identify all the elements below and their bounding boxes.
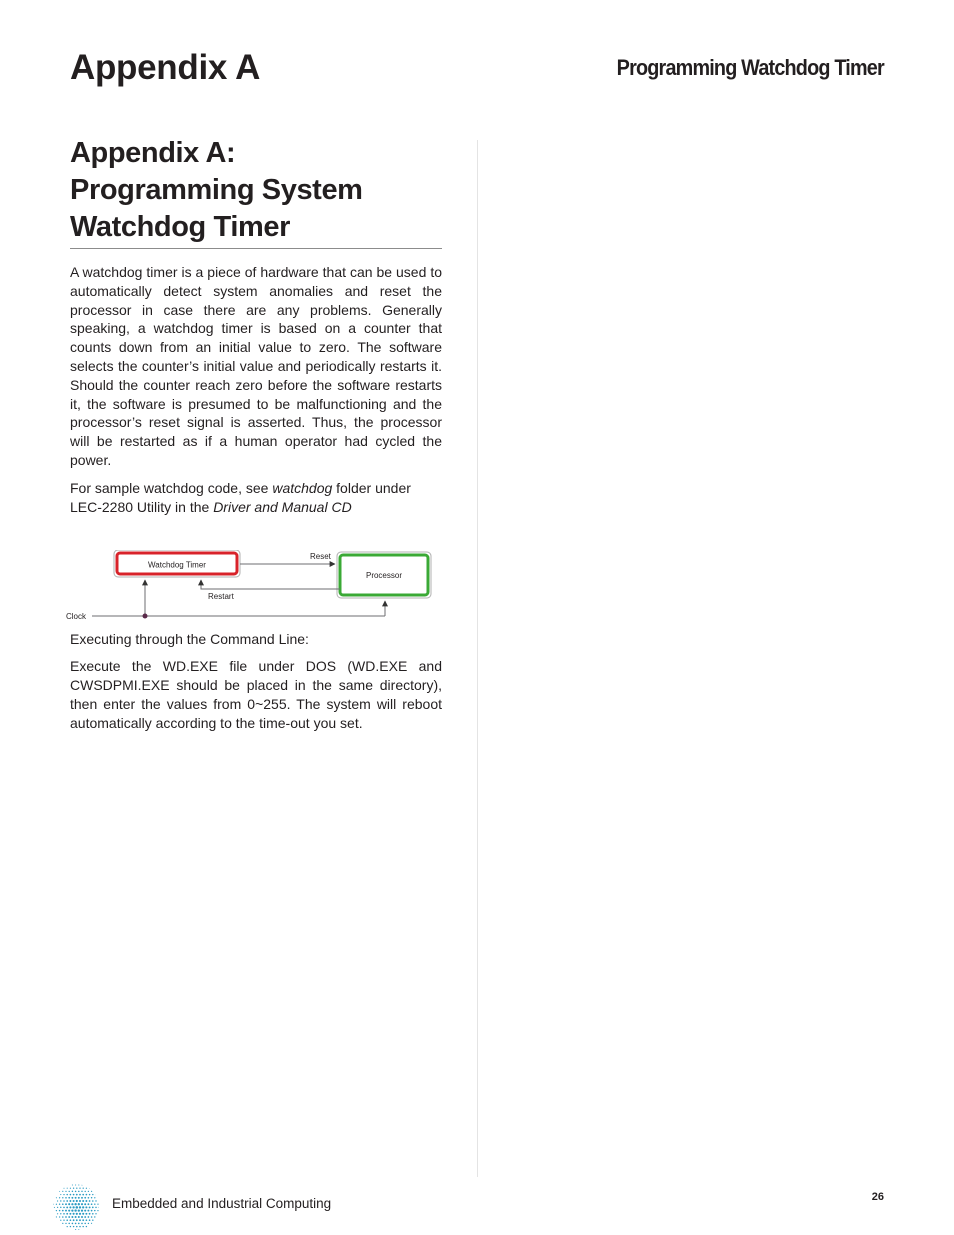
logo-dot (97, 1210, 98, 1211)
clock-label: Clock (66, 612, 87, 622)
clock-junction-dot (143, 614, 148, 619)
logo-dot (62, 1197, 63, 1198)
logo-dot (94, 1210, 95, 1211)
watchdog-diagram (66, 550, 438, 630)
logo-dot (78, 1203, 80, 1205)
logo-dot (92, 1194, 93, 1195)
execute-paragraph: Execute the WD.EXE file under DOS (WD.EXE and CWSDPMI.EXE should be placed in the same directory), then enter the values from 0~255. The system will reboot automatically according to the time-out you set. (70, 658, 442, 731)
processor-label: Processor (365, 571, 403, 581)
logo-dot (69, 1200, 71, 1202)
globe-dots-logo-icon (48, 1183, 104, 1231)
logo-dot (81, 1210, 83, 1212)
logo-dot (76, 1219, 78, 1221)
logo-dot (89, 1206, 91, 1208)
left-column (66, 135, 442, 732)
logo-dot (63, 1188, 64, 1189)
footer-text: Embedded and Industrial Computing (112, 1196, 332, 1211)
logo-dot (75, 1197, 77, 1199)
logo-dot (62, 1223, 63, 1224)
logo-dot (95, 1207, 97, 1209)
section-title-line-3: Watchdog Timer (70, 211, 290, 243)
logo-dot (88, 1197, 90, 1199)
page-header-title: Appendix A (70, 48, 261, 87)
logo-dot (73, 1213, 75, 1215)
logo-dot (84, 1191, 85, 1192)
logo-dot (95, 1213, 96, 1214)
logo-dot (75, 1223, 77, 1225)
logo-dot (79, 1200, 81, 1202)
logo-dot (66, 1206, 68, 1208)
logo-dot (68, 1216, 70, 1218)
logo-dot (65, 1223, 66, 1224)
logo-dot (76, 1206, 79, 1209)
logo-dot (56, 1197, 57, 1198)
sample-folder-name: watchdog (272, 479, 333, 496)
logo-dot (57, 1200, 58, 1201)
section-title (70, 135, 442, 249)
logo-dot (82, 1219, 84, 1221)
logo-dot (89, 1200, 91, 1202)
sample-prefix: For sample watchdog code, see (70, 479, 273, 496)
logo-dot (68, 1223, 70, 1225)
logo-dot (59, 1210, 60, 1211)
logo-dot (66, 1194, 67, 1195)
logo-dot (73, 1200, 75, 1202)
logo-dot (56, 1210, 57, 1211)
section-header: Programming Watchdog Timer (616, 55, 884, 80)
logo-dot (79, 1219, 81, 1221)
logo-dot (60, 1200, 61, 1201)
logo-dot (63, 1200, 65, 1202)
logo-dot (57, 1207, 58, 1208)
logo-dot (62, 1210, 64, 1212)
logo-dot (69, 1191, 70, 1192)
section-title-line-2: Programming System (70, 174, 363, 206)
logo-dot (86, 1219, 88, 1221)
logo-dot (76, 1194, 78, 1196)
logo-dot (95, 1194, 96, 1195)
column-divider (477, 140, 478, 1177)
logo-dot (76, 1213, 78, 1215)
logo-dot (79, 1194, 81, 1196)
logo-dot (86, 1194, 88, 1196)
logo-dot (56, 1204, 57, 1205)
logo-dot (91, 1203, 93, 1205)
logo-dot (81, 1216, 83, 1218)
logo-dot (82, 1226, 83, 1227)
logo-dot (70, 1219, 72, 1221)
logo-dot (63, 1194, 64, 1195)
logo-dot (59, 1203, 60, 1204)
logo-dot (97, 1204, 98, 1205)
logo-dot (89, 1213, 91, 1215)
logo-dot (81, 1191, 82, 1192)
logo-dot (88, 1216, 90, 1218)
logo-dot (82, 1194, 84, 1196)
logo-dot (65, 1203, 67, 1205)
logo-dot (92, 1213, 94, 1215)
logo-dot (84, 1216, 86, 1218)
logo-dot (78, 1216, 80, 1218)
logo-dot (60, 1194, 61, 1195)
restart-label: Restart (208, 592, 234, 602)
logo-dot (89, 1219, 91, 1221)
logo-dot (81, 1197, 83, 1199)
logo-dot (71, 1203, 73, 1205)
logo-dot (63, 1207, 65, 1209)
logo-dot (73, 1194, 75, 1196)
logo-dot (76, 1188, 77, 1189)
logo-dot (78, 1191, 80, 1193)
watchdog-timer-label: Watchdog Timer (148, 560, 206, 570)
logo-dot (68, 1210, 70, 1212)
logo-dot (84, 1203, 86, 1205)
logo-dot (73, 1188, 74, 1189)
logo-dot (68, 1203, 70, 1205)
logo-dot (59, 1197, 60, 1198)
logo-dot (72, 1184, 73, 1185)
logo-dot (72, 1206, 74, 1208)
logo-dot (76, 1226, 77, 1227)
logo-dot (83, 1188, 84, 1189)
logo-dot (75, 1184, 76, 1185)
logo-dot (54, 1207, 55, 1208)
logo-dot (69, 1206, 71, 1208)
logo-dot (74, 1203, 76, 1205)
command-line-heading: Executing through the Command Line: (70, 631, 309, 648)
logo-dot (62, 1216, 64, 1218)
sample-cd-name: Driver and Manual CD (213, 498, 352, 515)
logo-dot (94, 1203, 95, 1204)
logo-dot (86, 1188, 87, 1189)
logo-dot (73, 1219, 75, 1221)
logo-dot (72, 1191, 73, 1192)
logo-dot (95, 1200, 96, 1201)
logo-dot (78, 1223, 80, 1225)
logo-dot (70, 1194, 72, 1196)
logo-dot (74, 1209, 76, 1211)
logo-dot (59, 1216, 60, 1217)
logo-dot (86, 1226, 87, 1227)
logo-dot (81, 1203, 83, 1205)
logo-dot (56, 1216, 57, 1217)
logo-dot (92, 1200, 94, 1202)
logo-dot (87, 1203, 89, 1205)
logo-dot (79, 1188, 80, 1189)
logo-dot (94, 1216, 95, 1217)
logo-dot (75, 1216, 77, 1218)
logo-dot (91, 1216, 93, 1218)
sample-middle: folder under LEC-2280 Utility in the (70, 479, 411, 515)
logo-dot (84, 1223, 86, 1225)
logo-dot (89, 1188, 90, 1189)
logo-dot (66, 1213, 68, 1215)
logo-dot (63, 1219, 64, 1220)
logo-dot (62, 1203, 64, 1205)
logo-dot (60, 1207, 61, 1208)
logo-dot (60, 1213, 61, 1214)
logo-dot (66, 1219, 68, 1221)
logo-dot (92, 1219, 93, 1220)
logo-dot (85, 1200, 87, 1202)
logo-dot (81, 1184, 82, 1185)
logo-dot (53, 1204, 54, 1205)
logo-dot (84, 1197, 86, 1199)
logo-dot (88, 1191, 89, 1192)
logo-dot (99, 1207, 100, 1208)
logo-dot (76, 1200, 78, 1202)
logo-dot (79, 1206, 81, 1208)
logo-dot (79, 1226, 80, 1227)
restart-arrow (201, 580, 340, 589)
logo-dot (67, 1188, 68, 1189)
logo-dot (71, 1209, 73, 1211)
logo-dot (65, 1191, 66, 1192)
logo-dot (79, 1213, 81, 1215)
logo-dot (85, 1206, 87, 1208)
logo-dot (89, 1194, 90, 1195)
logo-dot (94, 1197, 95, 1198)
logo-dot (62, 1191, 63, 1192)
logo-dot (91, 1197, 92, 1198)
logo-dot (91, 1223, 92, 1224)
logo-dot (70, 1188, 71, 1189)
logo-dot (91, 1191, 92, 1192)
logo-dot (87, 1210, 89, 1212)
sample-code-paragraph (70, 479, 442, 517)
logo-dot (88, 1223, 89, 1224)
logo-dot (82, 1200, 84, 1202)
logo-dot (70, 1226, 71, 1227)
logo-dot (78, 1209, 80, 1211)
logo-dot (75, 1191, 77, 1193)
logo-dot (57, 1213, 58, 1214)
logo-dot (73, 1226, 74, 1227)
logo-dot (69, 1213, 71, 1215)
logo-dot (65, 1210, 67, 1212)
logo-dot (71, 1216, 73, 1218)
logo-dot (60, 1220, 61, 1221)
logo-dot (72, 1223, 74, 1225)
logo-dot (95, 1220, 96, 1221)
intro-paragraph: A watchdog timer is a piece of hardware that can be used to automatically detect system anomalies and reset the processor in case there are any problems. Generally speaking, a watchdog timer is based on a counter that counts down from an initial value to zero. The software selects the counter’s initial value and periodically restarts it. Should the counter reach zero before the software restarts it, the software is presumed to be malfunctioning and the processor’s reset signal is asserted. Thus, the processor will be restarted as if a human operator had cycled the power. (70, 264, 442, 468)
logo-dot (71, 1197, 73, 1199)
logo-dot (82, 1213, 84, 1215)
logo-dot (75, 1229, 76, 1230)
logo-dot (92, 1207, 94, 1209)
page-number: 26 (871, 1191, 884, 1203)
logo-dot (84, 1210, 86, 1212)
logo-dot (85, 1213, 87, 1215)
logo-dot (91, 1210, 93, 1212)
logo-dot (78, 1184, 79, 1185)
logo-dot (63, 1213, 65, 1215)
logo-dot (81, 1223, 83, 1225)
logo-dot (78, 1197, 80, 1199)
logo-dot (78, 1229, 79, 1230)
logo-dot (65, 1216, 67, 1218)
reset-label: Reset (310, 552, 331, 562)
logo-dot (66, 1200, 68, 1202)
logo-dot (59, 1191, 60, 1192)
section-title-line-1: Appendix A: (70, 137, 236, 169)
logo-dot (99, 1200, 100, 1201)
logo-dot (82, 1206, 84, 1208)
logo-dot (67, 1226, 68, 1227)
logo-dot (68, 1197, 70, 1199)
logo-dot (65, 1197, 67, 1199)
